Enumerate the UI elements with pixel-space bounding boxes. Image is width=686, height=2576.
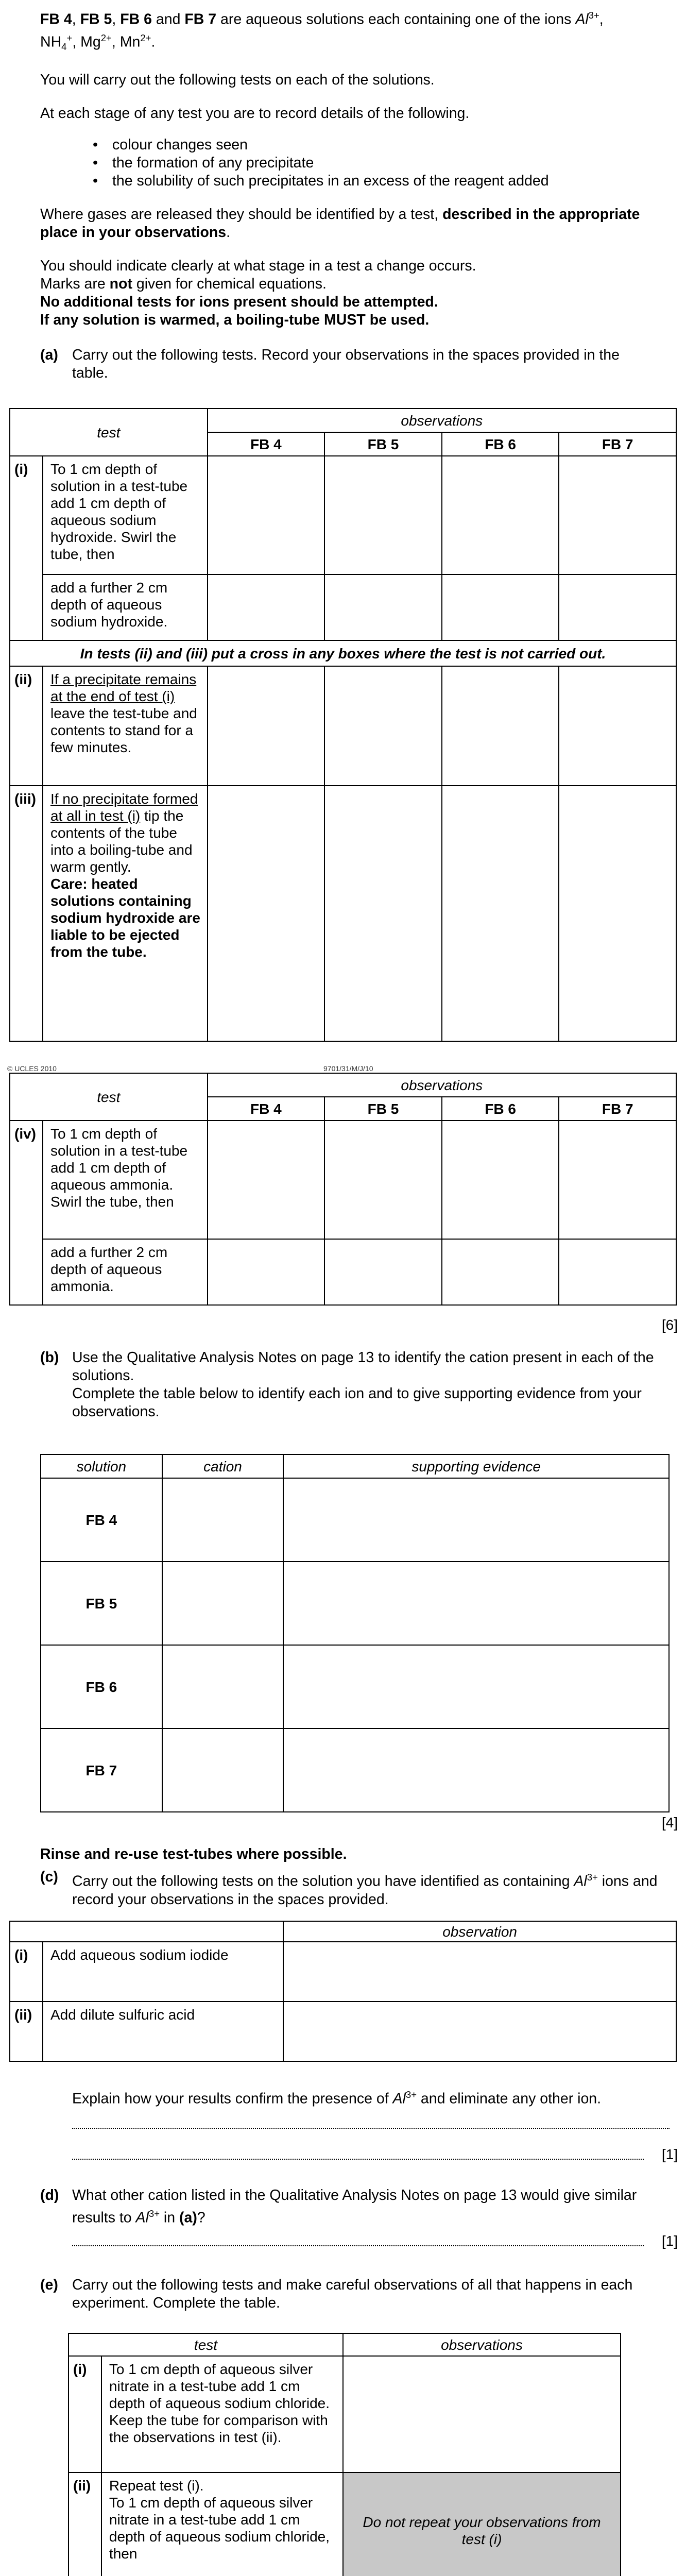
test-description: Add dilute sulfuric acid <box>43 2002 283 2061</box>
answer-cell[interactable] <box>208 786 325 1041</box>
answer-line[interactable] <box>72 2159 644 2160</box>
test-number: (iii) <box>10 786 43 1041</box>
test-number: (i) <box>68 2356 101 2472</box>
header-blank <box>10 1921 283 1942</box>
intro-clear1: You should indicate clearly at what stage in a test a change occurs. <box>40 257 476 274</box>
answer-cell[interactable] <box>559 1121 676 1239</box>
solution-label: FB 7 <box>41 1728 162 1812</box>
solution-header: FB 5 <box>324 1097 442 1121</box>
marks-d: [1] <box>661 2233 678 2249</box>
test-header: test <box>10 409 208 456</box>
answer-cell[interactable] <box>559 574 676 640</box>
table-b <box>40 1454 670 1812</box>
part-c-question: Carry out the following tests on the solution you have identified as containing $Al^{3+}$ ions and record your observations in the spaces provided. <box>72 1872 658 1908</box>
part-d-question: What other cation listed in the Qualitative Analysis Notes on page 13 would give similar results to $Al^{3+}$ in (a)? <box>72 2187 637 2226</box>
bullet-item: • the solubility of such precipitates in an excess of the reagent added <box>40 172 653 190</box>
intro <box>40 6 653 329</box>
solution-label: FB 6 <box>41 1645 162 1728</box>
test-description: Repeat test (i). To 1 cm depth of aqueous silver nitrate in a test-tube add 1 cm depth of aqueous sodium chloride, then <box>101 2472 343 2576</box>
answer-cell[interactable] <box>343 2356 621 2472</box>
answer-cell[interactable] <box>442 574 559 640</box>
do-not-repeat-cell: Do not repeat your observations from test (i) <box>343 2472 621 2576</box>
marks-a: [6] <box>661 1317 678 1333</box>
test-description: To 1 cm depth of aqueous silver nitrate in a test-tube add 1 cm depth of aqueous sodium chloride. Keep the tube for comparison with the observations in test (ii). <box>101 2356 343 2472</box>
part-a-text: (a) Carry out the following tests. Record your observations in the spaces provided in the table. <box>40 347 620 381</box>
table-a2 <box>9 1073 677 1306</box>
bullet-item: • the formation of any precipitate <box>40 154 653 172</box>
part-b-text: (b) Use the Qualitative Analysis Notes on page 13 to identify the cation present in each of the solutions. Complete the table below to identify each ion and to give supporting evidence from your observations. <box>40 1349 654 1420</box>
solution-label: FB 4 <box>41 1478 162 1562</box>
evidence-col-header: supporting evidence <box>283 1454 669 1478</box>
solution-header: FB 4 <box>208 432 325 456</box>
cation-answer[interactable] <box>162 1562 284 1645</box>
test-number: (ii) <box>68 2472 101 2576</box>
test-number: (ii) <box>10 666 43 786</box>
answer-cell[interactable] <box>442 786 559 1041</box>
observations-header: observations <box>208 1073 676 1097</box>
test-number: (i) <box>10 1942 43 2002</box>
evidence-answer[interactable] <box>283 1562 669 1645</box>
evidence-answer[interactable] <box>283 1478 669 1562</box>
test-description: To 1 cm depth of solution in a test-tube add 1 cm depth of aqueous sodium hydroxide. Swirl the tube, then <box>43 456 208 574</box>
answer-cell[interactable] <box>283 2002 676 2061</box>
test-description: add a further 2 cm depth of aqueous sodium hydroxide. <box>43 574 208 640</box>
marks-b: [4] <box>661 1815 678 1831</box>
answer-cell[interactable] <box>324 574 442 640</box>
solution-header: FB 4 <box>208 1097 325 1121</box>
answer-line[interactable] <box>72 2128 670 2129</box>
table-e <box>68 2333 621 2576</box>
question-label: (d) <box>40 2187 59 2204</box>
intro-ions: FB 4, FB 5, FB 6 and FB 7 are aqueous solutions each containing one of the ions $Al^{3+}$, $NH_4^+$, $Mg^{2+}$, $Mn^{2+}$. <box>40 10 604 52</box>
test-number: (iv) <box>10 1121 43 1305</box>
part-d-text <box>40 2187 658 2227</box>
question-label: (b) <box>40 1349 59 1366</box>
solution-header: FB 5 <box>324 432 442 456</box>
evidence-answer[interactable] <box>283 1645 669 1728</box>
solution-header: FB 7 <box>559 432 676 456</box>
answer-cell[interactable] <box>559 456 676 574</box>
intro-clear4: If any solution is warmed, a boiling-tube MUST be used. <box>40 311 430 328</box>
test-description: If a precipitate remains at the end of test (i) leave the test-tube and contents to stand for a few minutes. <box>43 666 208 786</box>
test-header: test <box>10 1073 208 1121</box>
intro-line3: At each stage of any test you are to record details of the following. <box>40 105 470 122</box>
bullet-item: • colour changes seen <box>40 136 653 154</box>
answer-cell[interactable] <box>442 1239 559 1305</box>
answer-cell[interactable] <box>442 1121 559 1239</box>
test-number: (ii) <box>10 2002 43 2061</box>
rinse-note: Rinse and re-use test-tubes where possible. <box>40 1846 347 1862</box>
question-label: (a) <box>40 347 58 363</box>
test-header: test <box>68 2333 343 2356</box>
answer-cell[interactable] <box>208 456 325 574</box>
answer-cell[interactable] <box>442 456 559 574</box>
answer-cell[interactable] <box>559 666 676 786</box>
intro-clear2: Marks are not given for chemical equations. <box>40 275 327 292</box>
part-c-text <box>40 1868 658 1909</box>
intro-clear3: No additional tests for ions present should be attempted. <box>40 293 438 310</box>
instruction-note: In tests (ii) and (iii) put a cross in any boxes where the test is not carried out. <box>10 640 676 666</box>
question-label: (e) <box>40 2277 58 2293</box>
intro-gases: Where gases are released they should be identified by a test, described in the appropriate place in your observations. <box>40 206 640 241</box>
answer-cell[interactable] <box>559 786 676 1041</box>
solution-header: FB 6 <box>442 1097 559 1121</box>
footer-code: 9701/31/M/J/10 <box>323 1064 373 1073</box>
solution-col-header: solution <box>41 1454 162 1478</box>
solution-label: FB 5 <box>41 1562 162 1645</box>
answer-line[interactable] <box>72 2245 644 2246</box>
cation-answer[interactable] <box>162 1645 284 1728</box>
answer-cell[interactable] <box>208 666 325 786</box>
test-number: (i) <box>10 456 43 640</box>
observations-header: observations <box>343 2333 621 2356</box>
answer-cell[interactable] <box>324 666 442 786</box>
answer-cell[interactable] <box>324 1121 442 1239</box>
answer-cell[interactable] <box>324 1239 442 1305</box>
answer-cell[interactable] <box>442 666 559 786</box>
answer-cell[interactable] <box>208 574 325 640</box>
answer-cell[interactable] <box>324 786 442 1041</box>
table-c <box>9 1921 677 2062</box>
cation-col-header: cation <box>162 1454 284 1478</box>
answer-cell[interactable] <box>283 1942 676 2002</box>
table-a1 <box>9 408 677 1042</box>
answer-cell[interactable] <box>559 1239 676 1305</box>
test-description: If no precipitate formed at all in test (i) tip the contents of the tube into a boiling-tube and warm gently. Care: heated solutions containing sodium hydroxide are liable to be ejected from the tube. <box>43 786 208 1041</box>
solution-header: FB 7 <box>559 1097 676 1121</box>
observation-header: observation <box>283 1921 676 1942</box>
test-description: add a further 2 cm depth of aqueous ammonia. <box>43 1239 208 1305</box>
part-c-explain: Explain how your results confirm the presence of $Al^{3+}$ and eliminate any other ion. <box>72 2089 602 2107</box>
test-description: Add aqueous sodium iodide <box>43 1942 283 2002</box>
part-e-text: (e) Carry out the following tests and make careful observations of all that happens in each experiment. Complete the table. <box>40 2277 633 2311</box>
intro-line2: You will carry out the following tests on each of the solutions. <box>40 71 435 88</box>
answer-cell[interactable] <box>324 456 442 574</box>
intro-bullets <box>40 136 653 190</box>
question-label: (c) <box>40 1869 58 1885</box>
test-description: To 1 cm depth of solution in a test-tube add 1 cm depth of aqueous ammonia. Swirl the tube, then <box>43 1121 208 1239</box>
marks-c: [1] <box>661 2146 678 2162</box>
cation-answer[interactable] <box>162 1478 284 1562</box>
answer-cell[interactable] <box>208 1121 325 1239</box>
observations-header: observations <box>208 409 676 432</box>
footer-copyright: © UCLES 2010 <box>7 1064 57 1073</box>
solution-header: FB 6 <box>442 432 559 456</box>
cation-answer[interactable] <box>162 1728 284 1812</box>
answer-cell[interactable] <box>208 1239 325 1305</box>
evidence-answer[interactable] <box>283 1728 669 1812</box>
